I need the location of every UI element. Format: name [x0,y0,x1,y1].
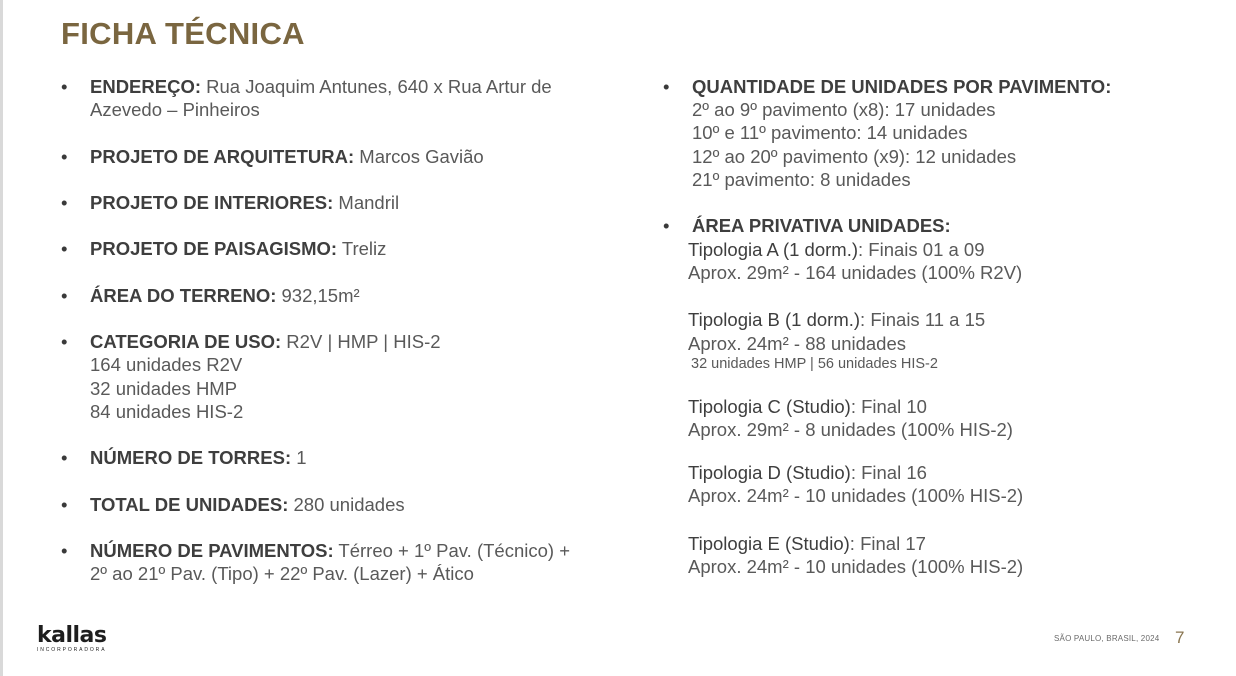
right-column-list [663,75,1212,237]
item-numero-pavimentos [61,539,610,585]
bullet: • [61,145,68,167]
item-label: PROJETO DE ARQUITETURA: [90,145,355,167]
logo-wordmark: kallas [37,623,107,648]
page-title: FICHA TÉCNICA [61,16,305,51]
tipologia-name: Tipologia C (Studio) [688,395,851,417]
bullet: • [663,76,670,97]
left-column-list [61,75,610,609]
bullet: • [61,493,68,515]
item-value-line: 10º e 11º pavimento: 14 unidades [692,122,968,144]
bullet: • [61,331,68,353]
bullet: • [61,191,68,213]
item-value: 1 [291,447,307,469]
item-value: Rua Joaquim Antunes, 640 x Rua Artur de [201,76,552,97]
logo-subtitle: INCORPORADORA [37,647,107,653]
tipologia-name: Tipologia D (Studio) [688,462,851,484]
tipologia-d [688,461,1208,507]
tipologia-finais: : Finais 11 a 15 [860,309,986,331]
item-label: PROJETO DE INTERIORES: [90,191,334,213]
tipologia-name: Tipologia E (Studio) [688,532,850,554]
tipologia-a [688,238,1208,284]
tipologia-name: Tipologia B (1 dorm.) [688,309,861,331]
bullet: • [61,284,68,306]
item-value: Marcos Gavião [354,145,484,167]
tipologia-detail: Aprox. 29m² - 8 unidades (100% HIS-2) [688,419,1013,441]
tipologia-name: Tipologia A (1 dorm.) [688,239,859,260]
item-label: NÚMERO DE PAVIMENTOS: [90,539,334,561]
item-value-line: 2º ao 21º Pav. (Tipo) + 22º Pav. (Lazer) + Ático [90,563,474,585]
item-projeto-interiores [61,191,610,214]
item-total-unidades [61,493,610,516]
tipologia-detail: Aprox. 29m² - 164 unidades (100% R2V) [688,262,1023,284]
item-value: 280 unidades [288,493,405,515]
tipologia-c [688,395,1208,441]
item-label: QUANTIDADE DE UNIDADES POR PAVIMENTO: [692,76,1112,97]
tipologia-finais: : Final 17 [849,532,926,554]
item-projeto-paisagismo [61,237,610,260]
bullet: • [61,76,68,97]
item-endereco [61,75,610,121]
item-value: Térreo + 1º Pav. (Técnico) + [333,539,570,561]
item-label: CATEGORIA DE USO: [90,331,282,353]
item-label: PROJETO DE PAISAGISMO: [90,238,338,260]
bullet: • [61,447,68,469]
tipologia-finais: : Final 16 [850,462,927,484]
bullet: • [61,238,68,260]
item-area-privativa [663,214,1212,237]
item-categoria-uso [61,330,610,423]
item-value-line: 84 unidades HIS-2 [90,400,244,422]
item-value-line: 12º ao 20º pavimento (x9): 12 unidades [692,145,1017,167]
item-numero-torres [61,446,610,469]
item-projeto-arquitetura [61,145,610,168]
tipologia-finais: : Final 10 [850,395,927,417]
kallas-logo [37,625,107,653]
item-value-line: 32 unidades HMP [90,377,238,399]
tipologia-finais: : Finais 01 a 09 [858,239,985,260]
bullet: • [663,215,670,237]
item-label: NÚMERO DE TORRES: [90,447,292,469]
tipologia-b [688,308,1208,372]
item-label: TOTAL DE UNIDADES: [90,493,289,515]
tipologia-detail: Aprox. 24m² - 10 unidades (100% HIS-2) [688,555,1024,577]
item-area-terreno [61,284,610,307]
bullet: • [61,539,68,561]
item-label: ÁREA DO TERRENO: [90,284,277,306]
tipologia-note: 32 unidades HMP | 56 unidades HIS-2 [691,355,938,372]
tipologias-list [688,238,1208,578]
footer-city-date: SÃO PAULO, BRASIL, 2024 [1054,634,1160,643]
left-edge-bar [0,0,3,676]
item-label: ÁREA PRIVATIVA UNIDADES: [692,215,951,237]
item-value-line: 21º pavimento: 8 unidades [692,168,911,190]
tipologia-detail: Aprox. 24m² - 88 unidades [688,332,907,354]
item-value: R2V | HMP | HIS-2 [281,331,441,353]
tipologia-detail: Aprox. 24m² - 10 unidades (100% HIS-2) [688,485,1024,507]
item-value-line: 2º ao 9º pavimento (x8): 17 unidades [692,99,996,121]
page-number: 7 [1175,628,1185,647]
item-value-line: Azevedo – Pinheiros [90,99,260,121]
tipologia-e [688,532,1208,578]
item-value-line: 164 unidades R2V [90,354,243,376]
item-value: 932,15m² [276,284,360,306]
item-value: Treliz [337,238,387,260]
item-label: ENDEREÇO: [90,76,202,97]
item-value: Mandril [333,191,400,213]
item-quantidade-unidades [663,75,1212,191]
